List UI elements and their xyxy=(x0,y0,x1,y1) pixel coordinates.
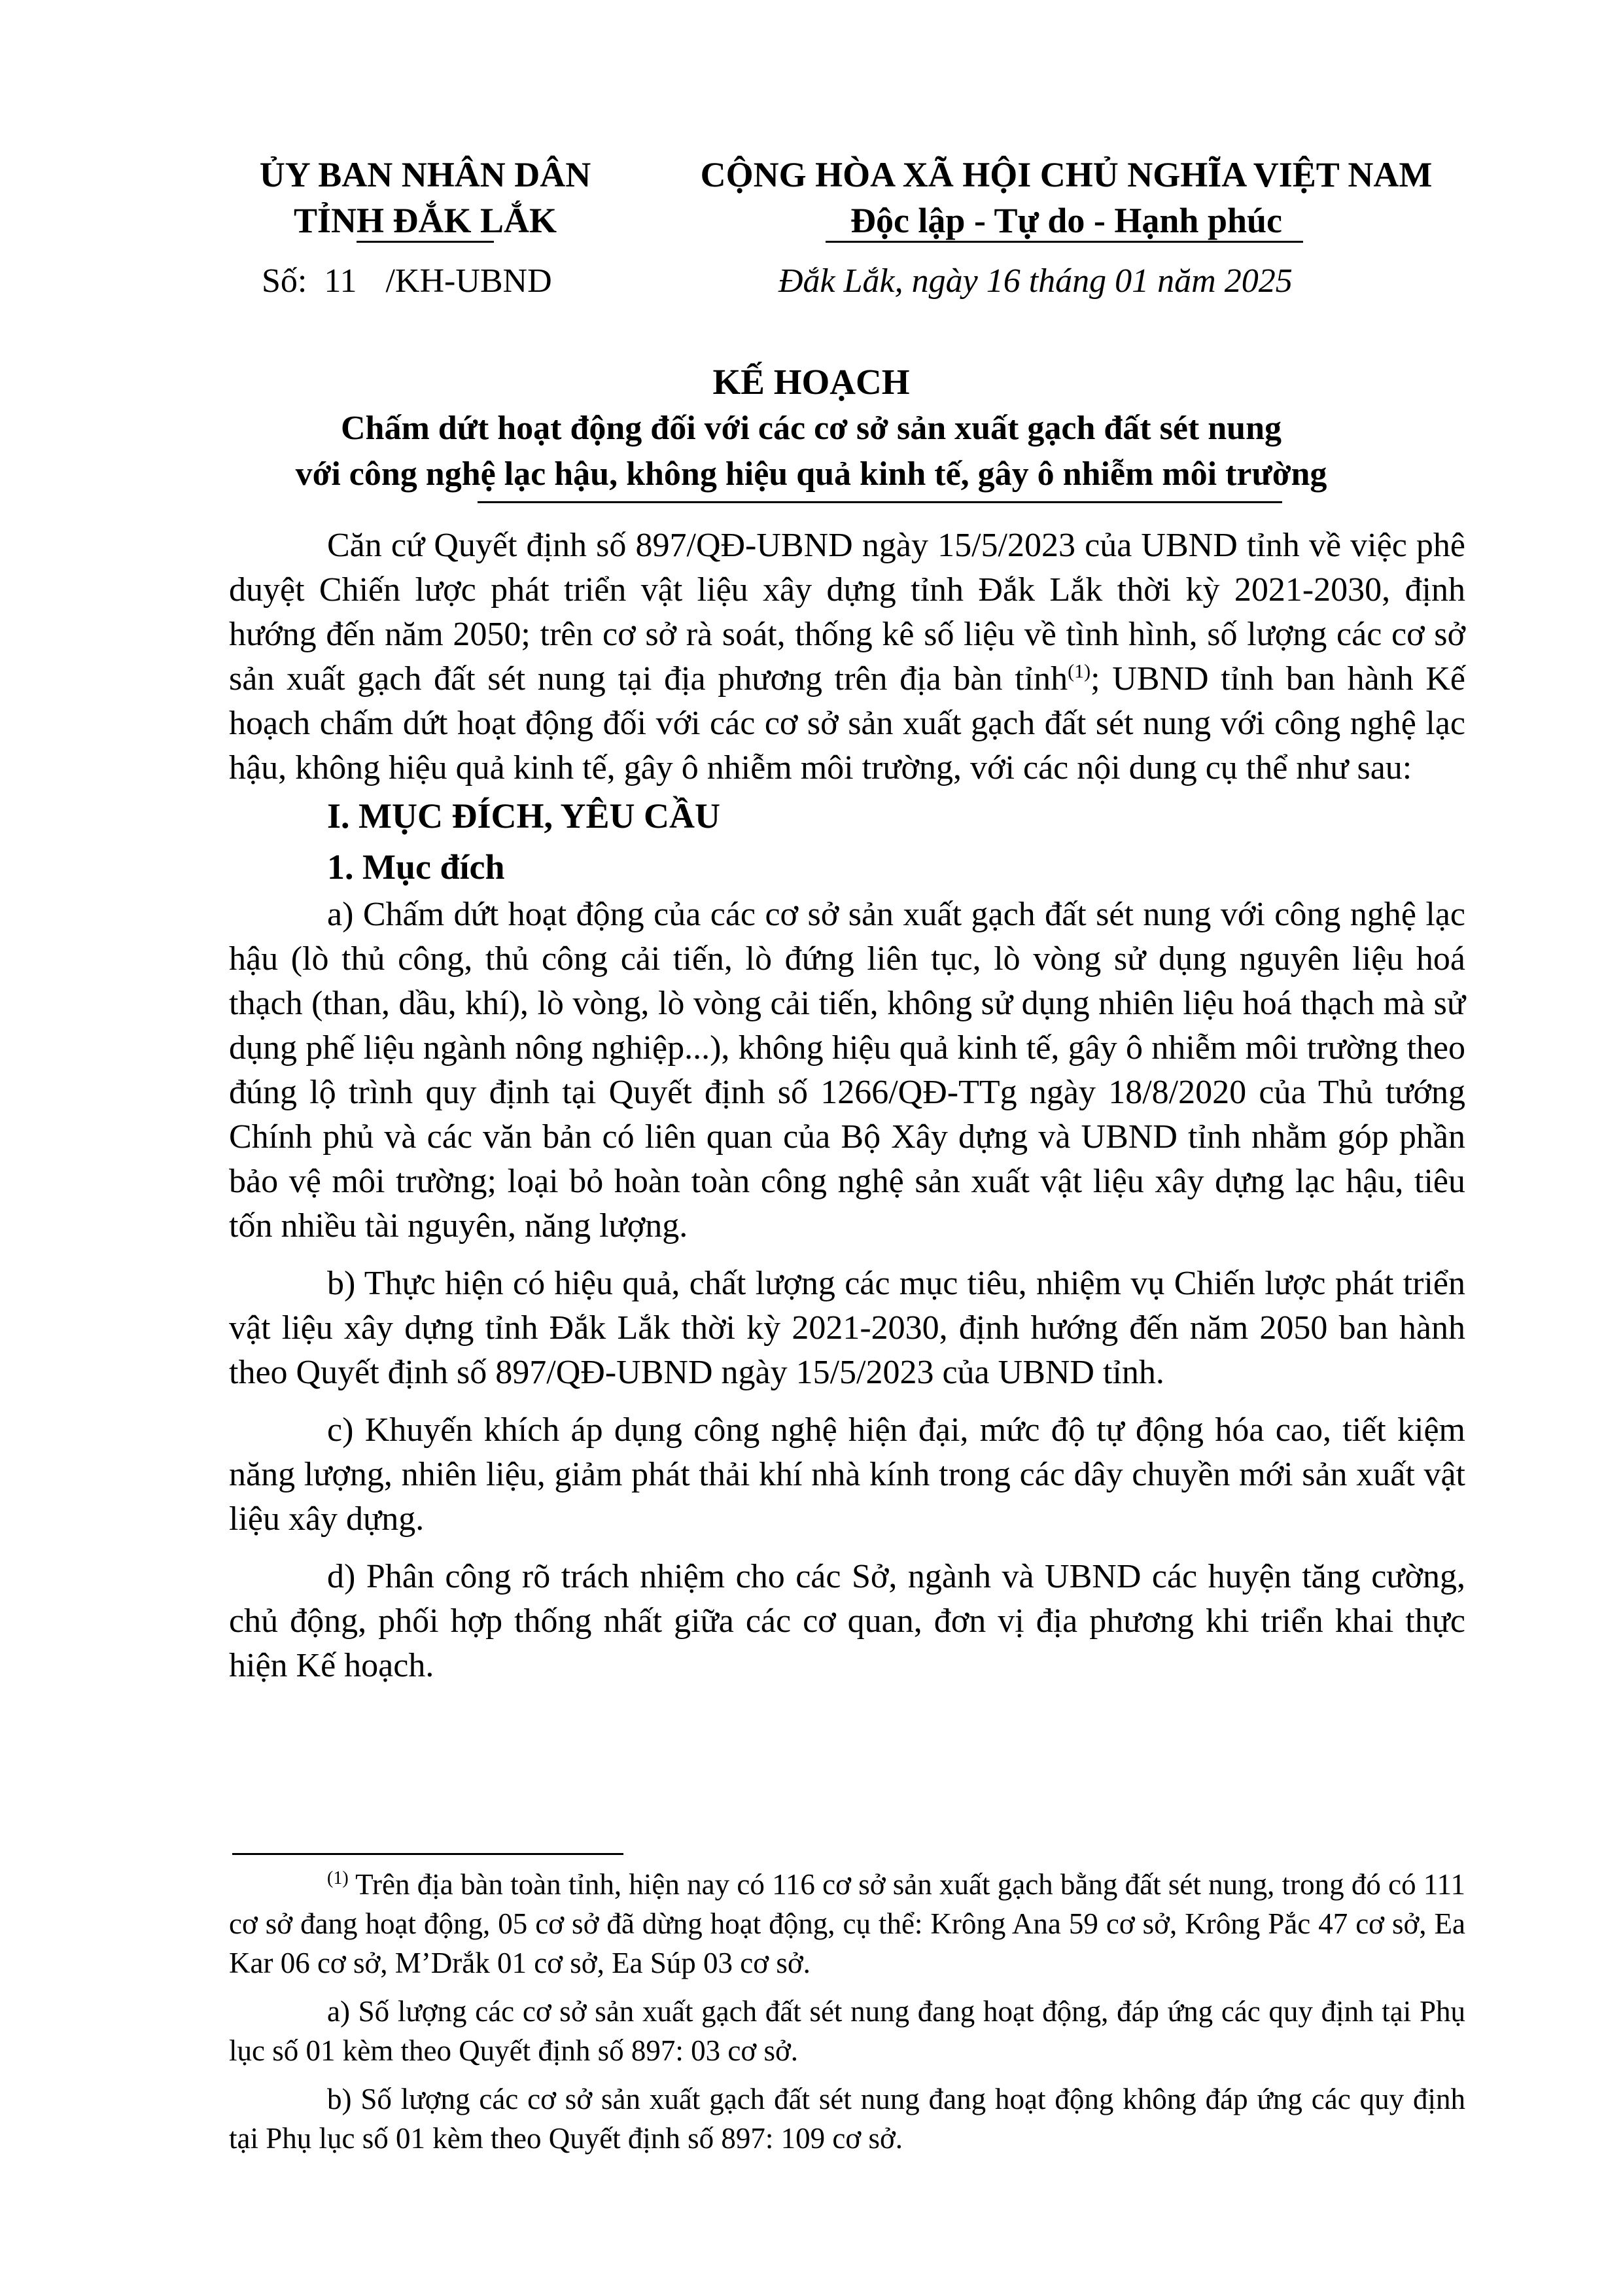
title-line-1: Chấm dứt hoạt động đối với các cơ sở sản xuất gạch đất sét nung xyxy=(341,410,1282,447)
intro-text-part-1: Căn cứ Quyết định số 897/QĐ-UBND ngày 15/5/2023 của UBND tỉnh về việc phê duyệt Chiến lược phát triển vật liệu xây dựng tỉnh Đắk Lắk thời kỳ 2021-2030, định hướng đến năm 2050; trên cơ sở rà soát, thống kê số liệu về tình hình, số lượng các cơ sở sản xuất gạch đất sét nung tại địa phương trên địa bàn tỉnh xyxy=(229,527,1465,698)
footnote-reference: (1) xyxy=(1068,660,1091,682)
national-motto xyxy=(641,152,1492,243)
intro-text-part-2: ; UBND tỉnh ban hành Kế hoạch chấm dứt hoạt động đối với các cơ sở sản xuất gạch đất sét nung với công nghệ lạc hậu, không hiệu quả kinh tế, gây ô nhiễm môi trường, với các nội dung cụ thể như sau: xyxy=(229,660,1465,786)
title-heading: KẾ HOẠCH xyxy=(712,362,910,402)
footnote-1 xyxy=(229,1865,1465,1983)
agency-line-1: ỦY BAN NHÂN DÂN xyxy=(259,155,591,194)
nation-line-1: CỘNG HÒA XÃ HỘI CHỦ NGHĨA VIỆT NAM xyxy=(700,155,1433,194)
title-line-2: với công nghệ lạc hậu, không hiệu quả kinh tế, gây ô nhiễm môi trường xyxy=(295,455,1327,493)
footnote-1-a: a) Số lượng các cơ sở sản xuất gạch đất sét nung đang hoạt động, đáp ứng các quy định tại Phụ lục số 01 kèm theo Quyết định số 897: 03 cơ sở. xyxy=(229,1995,1465,2067)
nation-line-2: Độc lập - Tự do - Hạnh phúc xyxy=(850,201,1283,240)
document-date: Đắk Lắk, ngày 16 tháng 01 năm 2025 xyxy=(778,262,1293,300)
section-heading: I. MỤC ĐÍCH, YÊU CẦU xyxy=(327,796,720,836)
subsection-heading: 1. Mục đích xyxy=(327,847,505,887)
purpose-item-d: d) Phân công rõ trách nhiệm cho các Sở, ngành và UBND các huyện tăng cường, chủ động, phối hợp thống nhất giữa các cơ quan, đơn vị địa phương khi triển khai thực hiện Kế hoạch. xyxy=(229,1558,1465,1684)
doc-code: /KH-UBND xyxy=(385,262,552,300)
agency-line-2: TỈNH ĐẮK LẮK xyxy=(293,201,557,240)
document-title xyxy=(216,359,1406,497)
motto-underline xyxy=(826,241,1303,243)
document-number xyxy=(262,260,552,302)
doc-number-value: 11 xyxy=(324,262,357,300)
title-underline xyxy=(478,501,1282,503)
purpose-item-b: b) Thực hiện có hiệu quả, chất lượng các mục tiêu, nhiệm vụ Chiến lược phát triển vật liệu xây dựng tỉnh Đắk Lắk thời kỳ 2021-2030, định hướng đến năm 2050 ban hành theo Quyết định số 897/QĐ-UBND ngày 15/5/2023 của UBND tỉnh. xyxy=(229,1265,1465,1391)
document-body xyxy=(229,523,1465,1688)
footnote-1-text: Trên địa bàn toàn tỉnh, hiện nay có 116 cơ sở sản xuất gạch bằng đất sét nung, trong đó có 111 cơ sở đang hoạt động, 05 cơ sở đã dừng hoạt động, cụ thể: Krông Ana 59 cơ sở, Krông Pắc 47 cơ sở, Ea Kar 06 cơ sở, M’Drắk 01 cơ sở, Ea Súp 03 cơ sở. xyxy=(229,1868,1465,1979)
agency-underline xyxy=(357,241,494,243)
footnote-separator xyxy=(232,1853,623,1855)
purpose-item-c: c) Khuyến khích áp dụng công nghệ hiện đại, mức độ tự động hóa cao, tiết kiệm năng lượng, nhiên liệu, giảm phát thải khí nhà kính trong các dây chuyền mới sản xuất vật liệu xây dựng. xyxy=(229,1411,1465,1538)
footnote-1-b: b) Số lượng các cơ sở sản xuất gạch đất sét nung đang hoạt động không đáp ứng các quy định tại Phụ lục số 01 kèm theo Quyết định số 897: 109 cơ sở. xyxy=(229,2083,1465,2155)
doc-number-prefix: Số: xyxy=(262,262,307,300)
issuing-agency xyxy=(216,152,635,243)
footnote-mark: (1) xyxy=(327,1868,349,1888)
footnotes xyxy=(229,1865,1465,2167)
intro-paragraph xyxy=(229,523,1465,790)
purpose-item-a: a) Chấm dứt hoạt động của các cơ sở sản xuất gạch đất sét nung với công nghệ lạc hậu (lò thủ công, thủ công cải tiến, lò đứng liên tục, lò vòng sử dụng nguyên liệu hoá thạch (than, dầu, khí), lò vòng, lò vòng cải tiến, không sử dụng nhiên liệu hoá thạch mà sử dụng phế liệu ngành nông nghiệp...), không hiệu quả kinh tế, gây ô nhiễm môi trường theo đúng lộ trình quy định tại Quyết định số 1266/QĐ-TTg ngày 18/8/2020 của Thủ tướng Chính phủ và các văn bản có liên quan của Bộ Xây dựng và UBND tỉnh nhằm góp phần bảo vệ môi trường; loại bỏ hoàn toàn công nghệ sản xuất vật liệu xây dựng lạc hậu, tiêu tốn nhiều tài nguyên, năng lượng. xyxy=(229,896,1465,1245)
